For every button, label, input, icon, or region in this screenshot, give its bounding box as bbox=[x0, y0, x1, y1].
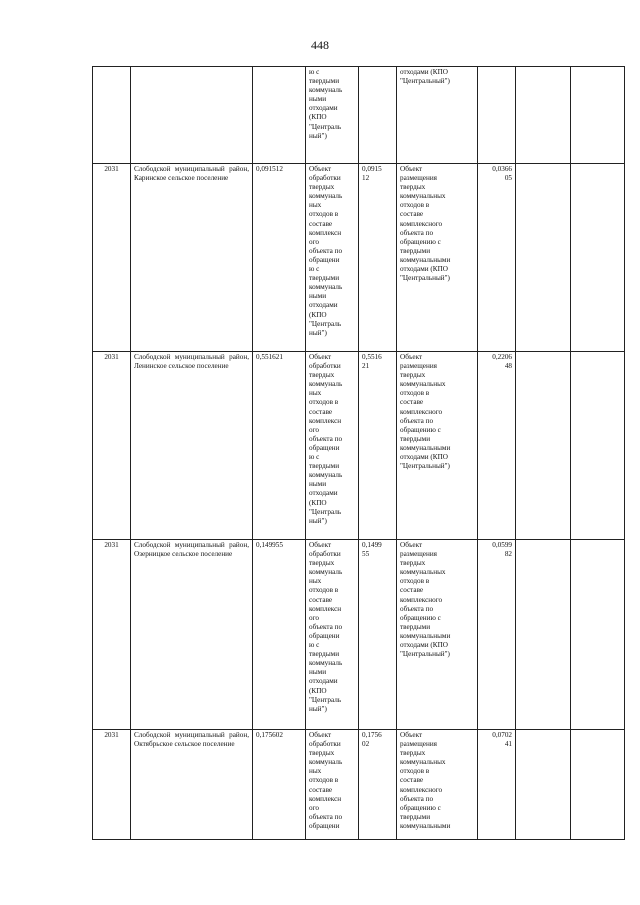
value-cell: 0,149955 bbox=[253, 540, 306, 730]
processing-object-cell: ю с твердыми коммуналь ными отходами (КПО "Централь ный") bbox=[306, 67, 359, 164]
value-cell: 0,1499 55 bbox=[359, 540, 397, 730]
value-cell: 0,0702 41 bbox=[478, 730, 516, 840]
processing-object-cell: Объект обработки твердых коммуналь ных отходов в составе комплексн ого объекта по обращени bbox=[306, 730, 359, 840]
disposal-object-cell: Объект размещения твердых коммунальных отходов в составе комплексного объекта по обращению с твердыми коммунальными отходами (КПО "Центральный") bbox=[397, 164, 478, 352]
year-cell: 2031 bbox=[93, 730, 131, 840]
empty-cell bbox=[516, 67, 571, 164]
page-number: 448 bbox=[311, 38, 329, 52]
processing-object-cell: Объект обработки твердых коммуналь ных отходов в составе комплексн ого объекта по обращени ю с твердыми коммуналь ными отходами (КПО "Централь ный") bbox=[306, 540, 359, 730]
empty-cell bbox=[571, 67, 625, 164]
table-row bbox=[93, 730, 625, 840]
value-cell: 0,0599 82 bbox=[478, 540, 516, 730]
value-cell: 0,2206 48 bbox=[478, 352, 516, 540]
year-cell: 2031 bbox=[93, 352, 131, 540]
empty-cell bbox=[516, 730, 571, 840]
value-cell: 0,091512 bbox=[253, 164, 306, 352]
empty-cell bbox=[571, 730, 625, 840]
empty-cell bbox=[516, 352, 571, 540]
value-cell bbox=[478, 67, 516, 164]
table-row bbox=[93, 540, 625, 730]
year-cell: 2031 bbox=[93, 540, 131, 730]
processing-object-cell: Объект обработки твердых коммуналь ных отходов в составе комплексн ого объекта по обращени ю с твердыми коммуналь ными отходами (КПО "Централь ный") bbox=[306, 164, 359, 352]
value-cell: 0,5516 21 bbox=[359, 352, 397, 540]
empty-cell bbox=[571, 352, 625, 540]
disposal-object-cell: Объект размещения твердых коммунальных отходов в составе комплексного объекта по обращению с твердыми коммунальными отходами (КПО "Центральный") bbox=[397, 352, 478, 540]
territory-cell: Слободской муниципальный район, Октябрьское сельское поселение bbox=[131, 730, 253, 840]
territory-cell bbox=[131, 67, 253, 164]
empty-cell bbox=[516, 540, 571, 730]
value-cell bbox=[253, 67, 306, 164]
disposal-object-cell: отходами (КПО "Центральный") bbox=[397, 67, 478, 164]
value-cell bbox=[359, 67, 397, 164]
disposal-object-cell: Объект размещения твердых коммунальных отходов в составе комплексного объекта по обращению с твердыми коммунальными отходами (КПО "Центральный") bbox=[397, 540, 478, 730]
table-row bbox=[93, 67, 625, 164]
value-cell: 0,0366 05 bbox=[478, 164, 516, 352]
value-cell: 0,1756 02 bbox=[359, 730, 397, 840]
empty-cell bbox=[571, 164, 625, 352]
empty-cell bbox=[516, 164, 571, 352]
year-cell: 2031 bbox=[93, 164, 131, 352]
value-cell: 0,0915 12 bbox=[359, 164, 397, 352]
year-cell bbox=[93, 67, 131, 164]
territory-cell: Слободской муниципальный район, Озерницкое сельское поселение bbox=[131, 540, 253, 730]
table-row bbox=[93, 352, 625, 540]
processing-object-cell: Объект обработки твердых коммуналь ных отходов в составе комплексн ого объекта по обращени ю с твердыми коммуналь ными отходами (КПО "Централь ный") bbox=[306, 352, 359, 540]
territory-cell: Слободской муниципальный район, Каринское сельское поселение bbox=[131, 164, 253, 352]
disposal-object-cell: Объект размещения твердых коммунальных отходов в составе комплексного объекта по обращению с твердыми коммунальными bbox=[397, 730, 478, 840]
empty-cell bbox=[571, 540, 625, 730]
value-cell: 0,551621 bbox=[253, 352, 306, 540]
territory-cell: Слободской муниципальный район, Ленинское сельское поселение bbox=[131, 352, 253, 540]
value-cell: 0,175602 bbox=[253, 730, 306, 840]
data-table bbox=[92, 66, 625, 840]
table-row bbox=[93, 164, 625, 352]
